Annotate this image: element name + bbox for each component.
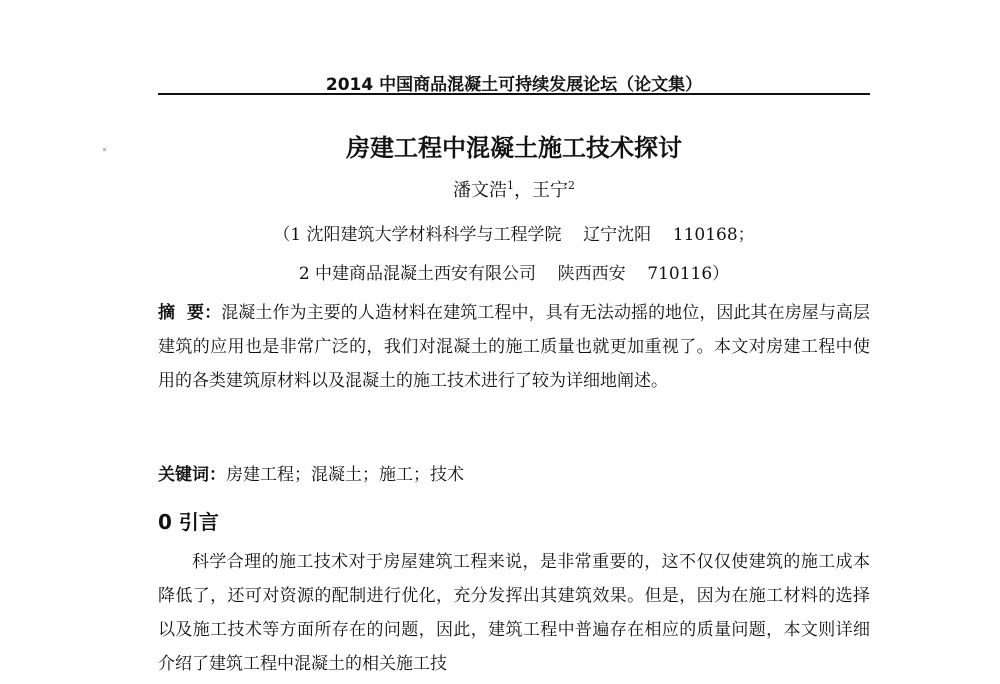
keywords-text: 房建工程；混凝土；施工；技术 [226, 465, 464, 485]
author-name: 潘文浩 [453, 180, 507, 201]
keywords [158, 458, 870, 492]
affiliation-line-2: 2 中建商品混凝土西安有限公司 陕西西安 710116） [298, 264, 730, 284]
author-separator: ， [514, 180, 532, 201]
author-affiliation-mark: 2 [568, 179, 575, 192]
author-line [158, 176, 870, 202]
affiliation-line-1: （1 沈阳建筑大学材料科学与工程学院 辽宁沈阳 110168； [273, 225, 755, 245]
abstract [158, 296, 870, 398]
author-affiliation-mark: 1 [507, 179, 514, 192]
scan-speck [103, 148, 106, 151]
keywords-label: 关键词： [158, 465, 226, 485]
running-header: 2014 中国商品混凝土可持续发展论坛（论文集） [325, 75, 703, 95]
body-paragraph: 科学合理的施工技术对于房屋建筑工程来说，是非常重要的，这不仅仅使建筑的施工成本降低了，还可对资源的配制进行优化，充分发挥出其建筑效果。但是，因为在施工材料的选择以及施工技术等方面所存在的问题，因此，建筑工程中普遍存在相应的质量问题，本文则详细介绍了建筑工程中混凝土的相关施工技 [158, 552, 870, 674]
abstract-text: 混凝土作为主要的人造材料在建筑工程中，具有无法动摇的地位，因此其在房屋与高层建筑的应用也是非常广泛的，我们对混凝土的施工质量也就更加重视了。本文对房建工程中使用的各类建筑原材料以及混凝土的施工技术进行了较为详细地阐述。 [158, 303, 870, 391]
header-rule [158, 93, 870, 95]
paper-title: 房建工程中混凝土施工技术探讨 [346, 134, 682, 162]
section-heading: 0 引言 [158, 510, 219, 534]
abstract-label: 摘 要： [158, 303, 222, 323]
author-name: 王宁 [532, 180, 568, 201]
